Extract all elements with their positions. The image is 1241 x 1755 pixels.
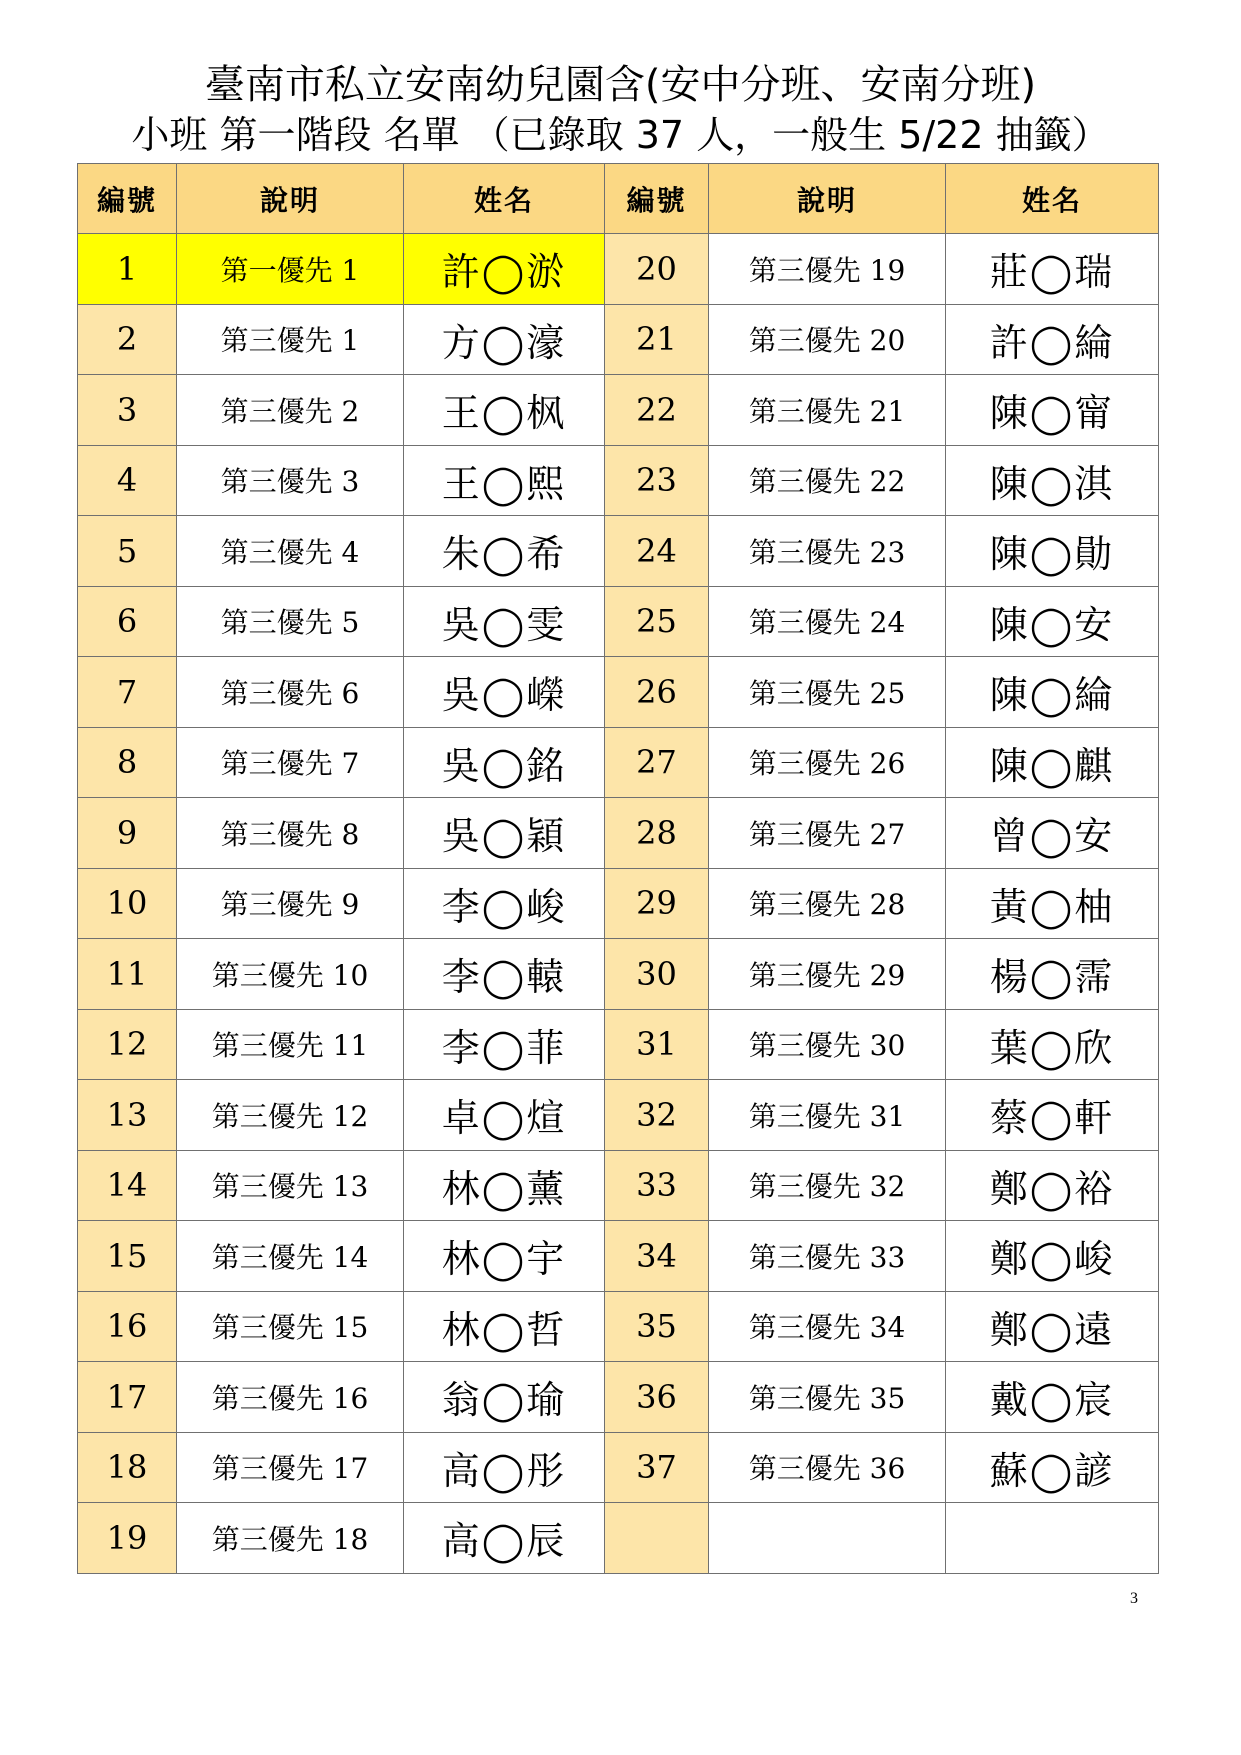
row-number: 12: [78, 1009, 177, 1080]
row-number: 23: [605, 445, 709, 516]
table-row: [78, 304, 1159, 375]
row-number: 5: [78, 516, 177, 587]
row-name: 陳◯勛: [946, 516, 1159, 587]
table-row: [78, 586, 1159, 657]
row-number: 2: [78, 304, 177, 375]
row-number: 3: [78, 375, 177, 446]
row-name: 翁◯瑜: [404, 1362, 605, 1433]
row-name: 陳◯安: [946, 586, 1159, 657]
row-name: 朱◯希: [404, 516, 605, 587]
row-name: 林◯宇: [404, 1221, 605, 1292]
row-name: 李◯菲: [404, 1009, 605, 1080]
row-description: 第三優先 33: [709, 1221, 946, 1292]
table-row: [78, 234, 1159, 305]
row-description: 第三優先 10: [177, 939, 404, 1010]
page-number: 3: [1130, 1590, 1138, 1607]
row-number: 18: [78, 1432, 177, 1503]
roster-table: [77, 163, 1159, 1574]
row-description: 第三優先 15: [177, 1291, 404, 1362]
table-row: [78, 868, 1159, 939]
row-description: 第三優先 8: [177, 798, 404, 869]
row-description: 第三優先 30: [709, 1009, 946, 1080]
row-description: 第三優先 35: [709, 1362, 946, 1433]
row-name: 許◯綸: [946, 304, 1159, 375]
row-description: 第三優先 9: [177, 868, 404, 939]
row-number: 21: [605, 304, 709, 375]
row-description: 第三優先 24: [709, 586, 946, 657]
row-name: 吳◯嶸: [404, 657, 605, 728]
row-number: 8: [78, 727, 177, 798]
row-number: 37: [605, 1432, 709, 1503]
row-name: 楊◯霈: [946, 939, 1159, 1010]
table-row: [78, 1150, 1159, 1221]
row-name: 戴◯宸: [946, 1362, 1159, 1433]
row-description: 第三優先 16: [177, 1362, 404, 1433]
row-number: 16: [78, 1291, 177, 1362]
row-description: 第三優先 1: [177, 304, 404, 375]
table-row: [78, 1291, 1159, 1362]
row-description: 第三優先 21: [709, 375, 946, 446]
row-name: 蘇◯諺: [946, 1432, 1159, 1503]
row-name: 蔡◯軒: [946, 1080, 1159, 1151]
row-description: 第三優先 34: [709, 1291, 946, 1362]
row-number: 28: [605, 798, 709, 869]
row-name: 吳◯雯: [404, 586, 605, 657]
header-description: 說明: [709, 164, 946, 234]
row-description: 第三優先 36: [709, 1432, 946, 1503]
row-description: 第三優先 17: [177, 1432, 404, 1503]
row-description: [709, 1503, 946, 1574]
row-number: 7: [78, 657, 177, 728]
row-description: 第三優先 23: [709, 516, 946, 587]
table-row: [78, 1221, 1159, 1292]
header-row: [78, 164, 1159, 234]
header-number: 編號: [78, 164, 177, 234]
row-description: 第一優先 1: [177, 234, 404, 305]
row-number: 6: [78, 586, 177, 657]
row-description: 第三優先 5: [177, 586, 404, 657]
table-row: [78, 516, 1159, 587]
row-name: 高◯辰: [404, 1503, 605, 1574]
row-number: 1: [78, 234, 177, 305]
row-description: 第三優先 14: [177, 1221, 404, 1292]
row-name: 高◯彤: [404, 1432, 605, 1503]
row-name: 黃◯柚: [946, 868, 1159, 939]
row-number: 32: [605, 1080, 709, 1151]
row-description: 第三優先 18: [177, 1503, 404, 1574]
row-name: 李◯轅: [404, 939, 605, 1010]
row-name: 鄭◯裕: [946, 1150, 1159, 1221]
row-number: 31: [605, 1009, 709, 1080]
row-description: 第三優先 20: [709, 304, 946, 375]
table-row: [78, 1432, 1159, 1503]
table-row: [78, 1080, 1159, 1151]
row-name: 林◯哲: [404, 1291, 605, 1362]
row-number: 20: [605, 234, 709, 305]
row-name: 吳◯穎: [404, 798, 605, 869]
row-name: 莊◯瑞: [946, 234, 1159, 305]
row-description: 第三優先 2: [177, 375, 404, 446]
row-name: 林◯薰: [404, 1150, 605, 1221]
row-description: 第三優先 26: [709, 727, 946, 798]
table-row: [78, 1362, 1159, 1433]
row-name: 陳◯淇: [946, 445, 1159, 516]
header-name: 姓名: [404, 164, 605, 234]
table-row: [78, 657, 1159, 728]
row-name: [946, 1503, 1159, 1574]
row-number: 36: [605, 1362, 709, 1433]
row-number: 24: [605, 516, 709, 587]
row-name: 卓◯煊: [404, 1080, 605, 1151]
row-number: 17: [78, 1362, 177, 1433]
row-description: 第三優先 29: [709, 939, 946, 1010]
row-number: 9: [78, 798, 177, 869]
row-name: 陳◯甯: [946, 375, 1159, 446]
row-description: 第三優先 27: [709, 798, 946, 869]
row-number: 22: [605, 375, 709, 446]
row-name: 鄭◯遠: [946, 1291, 1159, 1362]
row-name: 曾◯安: [946, 798, 1159, 869]
document-title: 臺南市私立安南幼兒園含(安中分班、安南分班): [204, 62, 1037, 108]
row-description: 第三優先 7: [177, 727, 404, 798]
row-name: 王◯熙: [404, 445, 605, 516]
row-number: 33: [605, 1150, 709, 1221]
row-number: 4: [78, 445, 177, 516]
row-number: 10: [78, 868, 177, 939]
row-name: 葉◯欣: [946, 1009, 1159, 1080]
row-name: 陳◯麒: [946, 727, 1159, 798]
table-row: [78, 445, 1159, 516]
table-row: [78, 798, 1159, 869]
row-name: 許◯淤: [404, 234, 605, 305]
row-description: 第三優先 22: [709, 445, 946, 516]
row-number: 25: [605, 586, 709, 657]
header-description: 說明: [177, 164, 404, 234]
row-number: 35: [605, 1291, 709, 1362]
row-description: 第三優先 12: [177, 1080, 404, 1151]
header-name: 姓名: [946, 164, 1159, 234]
row-number: 15: [78, 1221, 177, 1292]
row-number: 27: [605, 727, 709, 798]
row-description: 第三優先 13: [177, 1150, 404, 1221]
row-description: 第三優先 6: [177, 657, 404, 728]
row-number: 34: [605, 1221, 709, 1292]
row-number: 29: [605, 868, 709, 939]
row-name: 李◯峻: [404, 868, 605, 939]
row-name: 王◯枫: [404, 375, 605, 446]
row-number: 14: [78, 1150, 177, 1221]
table-row: [78, 375, 1159, 446]
row-name: 陳◯綸: [946, 657, 1159, 728]
row-description: 第三優先 32: [709, 1150, 946, 1221]
row-description: 第三優先 3: [177, 445, 404, 516]
row-description: 第三優先 28: [709, 868, 946, 939]
row-description: 第三優先 11: [177, 1009, 404, 1080]
table-row: [78, 1009, 1159, 1080]
row-number: 26: [605, 657, 709, 728]
row-description: 第三優先 25: [709, 657, 946, 728]
row-number: 30: [605, 939, 709, 1010]
table-row: [78, 939, 1159, 1010]
row-number: 19: [78, 1503, 177, 1574]
document-subtitle: 小班 第一階段 名單 （已錄取 37 人，一般生 5/22 抽籤）: [131, 113, 1110, 157]
row-name: 方◯濠: [404, 304, 605, 375]
row-number: 11: [78, 939, 177, 1010]
row-number: [605, 1503, 709, 1574]
row-description: 第三優先 19: [709, 234, 946, 305]
row-name: 鄭◯峻: [946, 1221, 1159, 1292]
header-number: 編號: [605, 164, 709, 234]
row-description: 第三優先 4: [177, 516, 404, 587]
row-description: 第三優先 31: [709, 1080, 946, 1151]
table-row: [78, 1503, 1159, 1574]
row-name: 吳◯銘: [404, 727, 605, 798]
table-row: [78, 727, 1159, 798]
row-number: 13: [78, 1080, 177, 1151]
